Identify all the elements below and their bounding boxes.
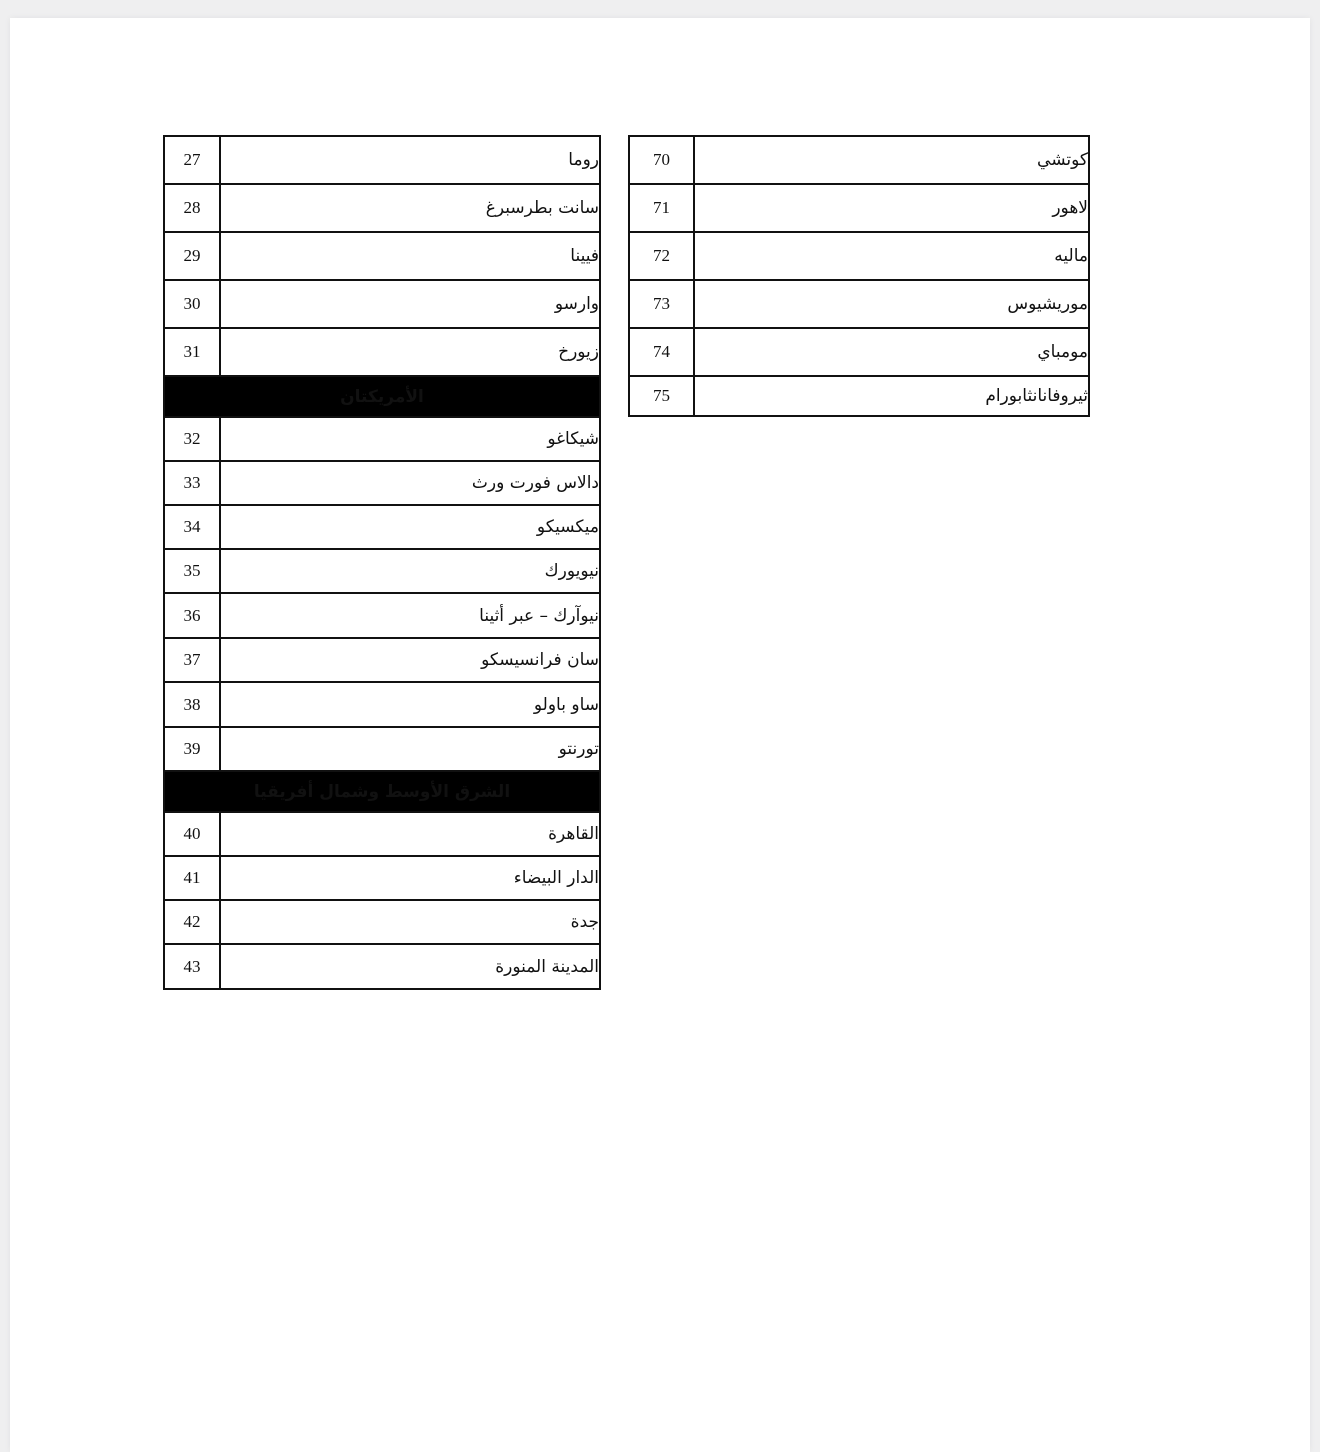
city-name: ثيروفانانثابورام	[694, 376, 1089, 416]
table-row	[164, 812, 600, 856]
city-name: سانت بطرسبرغ	[220, 184, 600, 232]
city-number: 71	[629, 184, 694, 232]
section-header: الأمريكتان	[164, 376, 600, 417]
city-number: 28	[164, 184, 220, 232]
city-number: 30	[164, 280, 220, 328]
city-number: 42	[164, 900, 220, 944]
table-row	[629, 376, 1089, 416]
city-name: ميكسيكو	[220, 505, 600, 549]
table-row	[629, 328, 1089, 376]
table-row	[629, 184, 1089, 232]
table-row	[629, 232, 1089, 280]
city-name: مومباي	[694, 328, 1089, 376]
section-header-row	[164, 376, 600, 417]
city-name: كوتشي	[694, 136, 1089, 184]
table-row	[164, 856, 600, 900]
city-name: المدينة المنورة	[220, 944, 600, 989]
cities-table-right	[628, 135, 1090, 417]
city-number: 29	[164, 232, 220, 280]
city-name: موريشيوس	[694, 280, 1089, 328]
table-row	[164, 944, 600, 989]
city-number: 38	[164, 682, 220, 727]
table-row	[164, 280, 600, 328]
document-page	[10, 18, 1310, 1452]
city-number: 27	[164, 136, 220, 184]
table-row	[164, 593, 600, 638]
table-row	[164, 232, 600, 280]
city-number: 72	[629, 232, 694, 280]
city-number: 37	[164, 638, 220, 682]
table-row	[164, 184, 600, 232]
table-row	[164, 682, 600, 727]
city-number: 70	[629, 136, 694, 184]
table-row	[164, 638, 600, 682]
table-row	[164, 461, 600, 505]
table-row	[629, 136, 1089, 184]
table-row	[629, 280, 1089, 328]
city-name: وارسو	[220, 280, 600, 328]
city-name: ساو باولو	[220, 682, 600, 727]
city-number: 32	[164, 417, 220, 461]
city-name: شيكاغو	[220, 417, 600, 461]
section-header: الشرق الأوسط وشمال أفريقيا	[164, 771, 600, 812]
city-number: 34	[164, 505, 220, 549]
table-row	[164, 727, 600, 771]
city-number: 33	[164, 461, 220, 505]
city-name: فيينا	[220, 232, 600, 280]
section-header-row	[164, 771, 600, 812]
city-name: الدار البيضاء	[220, 856, 600, 900]
table-row	[164, 505, 600, 549]
city-name: نيوآرك – عبر أثينا	[220, 593, 600, 638]
city-name: القاهرة	[220, 812, 600, 856]
city-name: دالاس فورت ورث	[220, 461, 600, 505]
city-number: 36	[164, 593, 220, 638]
city-number: 74	[629, 328, 694, 376]
table-row	[164, 549, 600, 593]
table-row	[164, 328, 600, 376]
city-name: زيورخ	[220, 328, 600, 376]
city-number: 35	[164, 549, 220, 593]
city-name: تورنتو	[220, 727, 600, 771]
cities-table-left	[163, 135, 601, 990]
city-number: 43	[164, 944, 220, 989]
city-name: لاهور	[694, 184, 1089, 232]
city-number: 41	[164, 856, 220, 900]
city-name: روما	[220, 136, 600, 184]
city-number: 73	[629, 280, 694, 328]
city-name: نيويورك	[220, 549, 600, 593]
city-number: 40	[164, 812, 220, 856]
city-number: 31	[164, 328, 220, 376]
table-row	[164, 136, 600, 184]
city-number: 39	[164, 727, 220, 771]
city-name: سان فرانسيسكو	[220, 638, 600, 682]
city-number: 75	[629, 376, 694, 416]
city-name: ماليه	[694, 232, 1089, 280]
city-name: جدة	[220, 900, 600, 944]
table-row	[164, 417, 600, 461]
table-row	[164, 900, 600, 944]
